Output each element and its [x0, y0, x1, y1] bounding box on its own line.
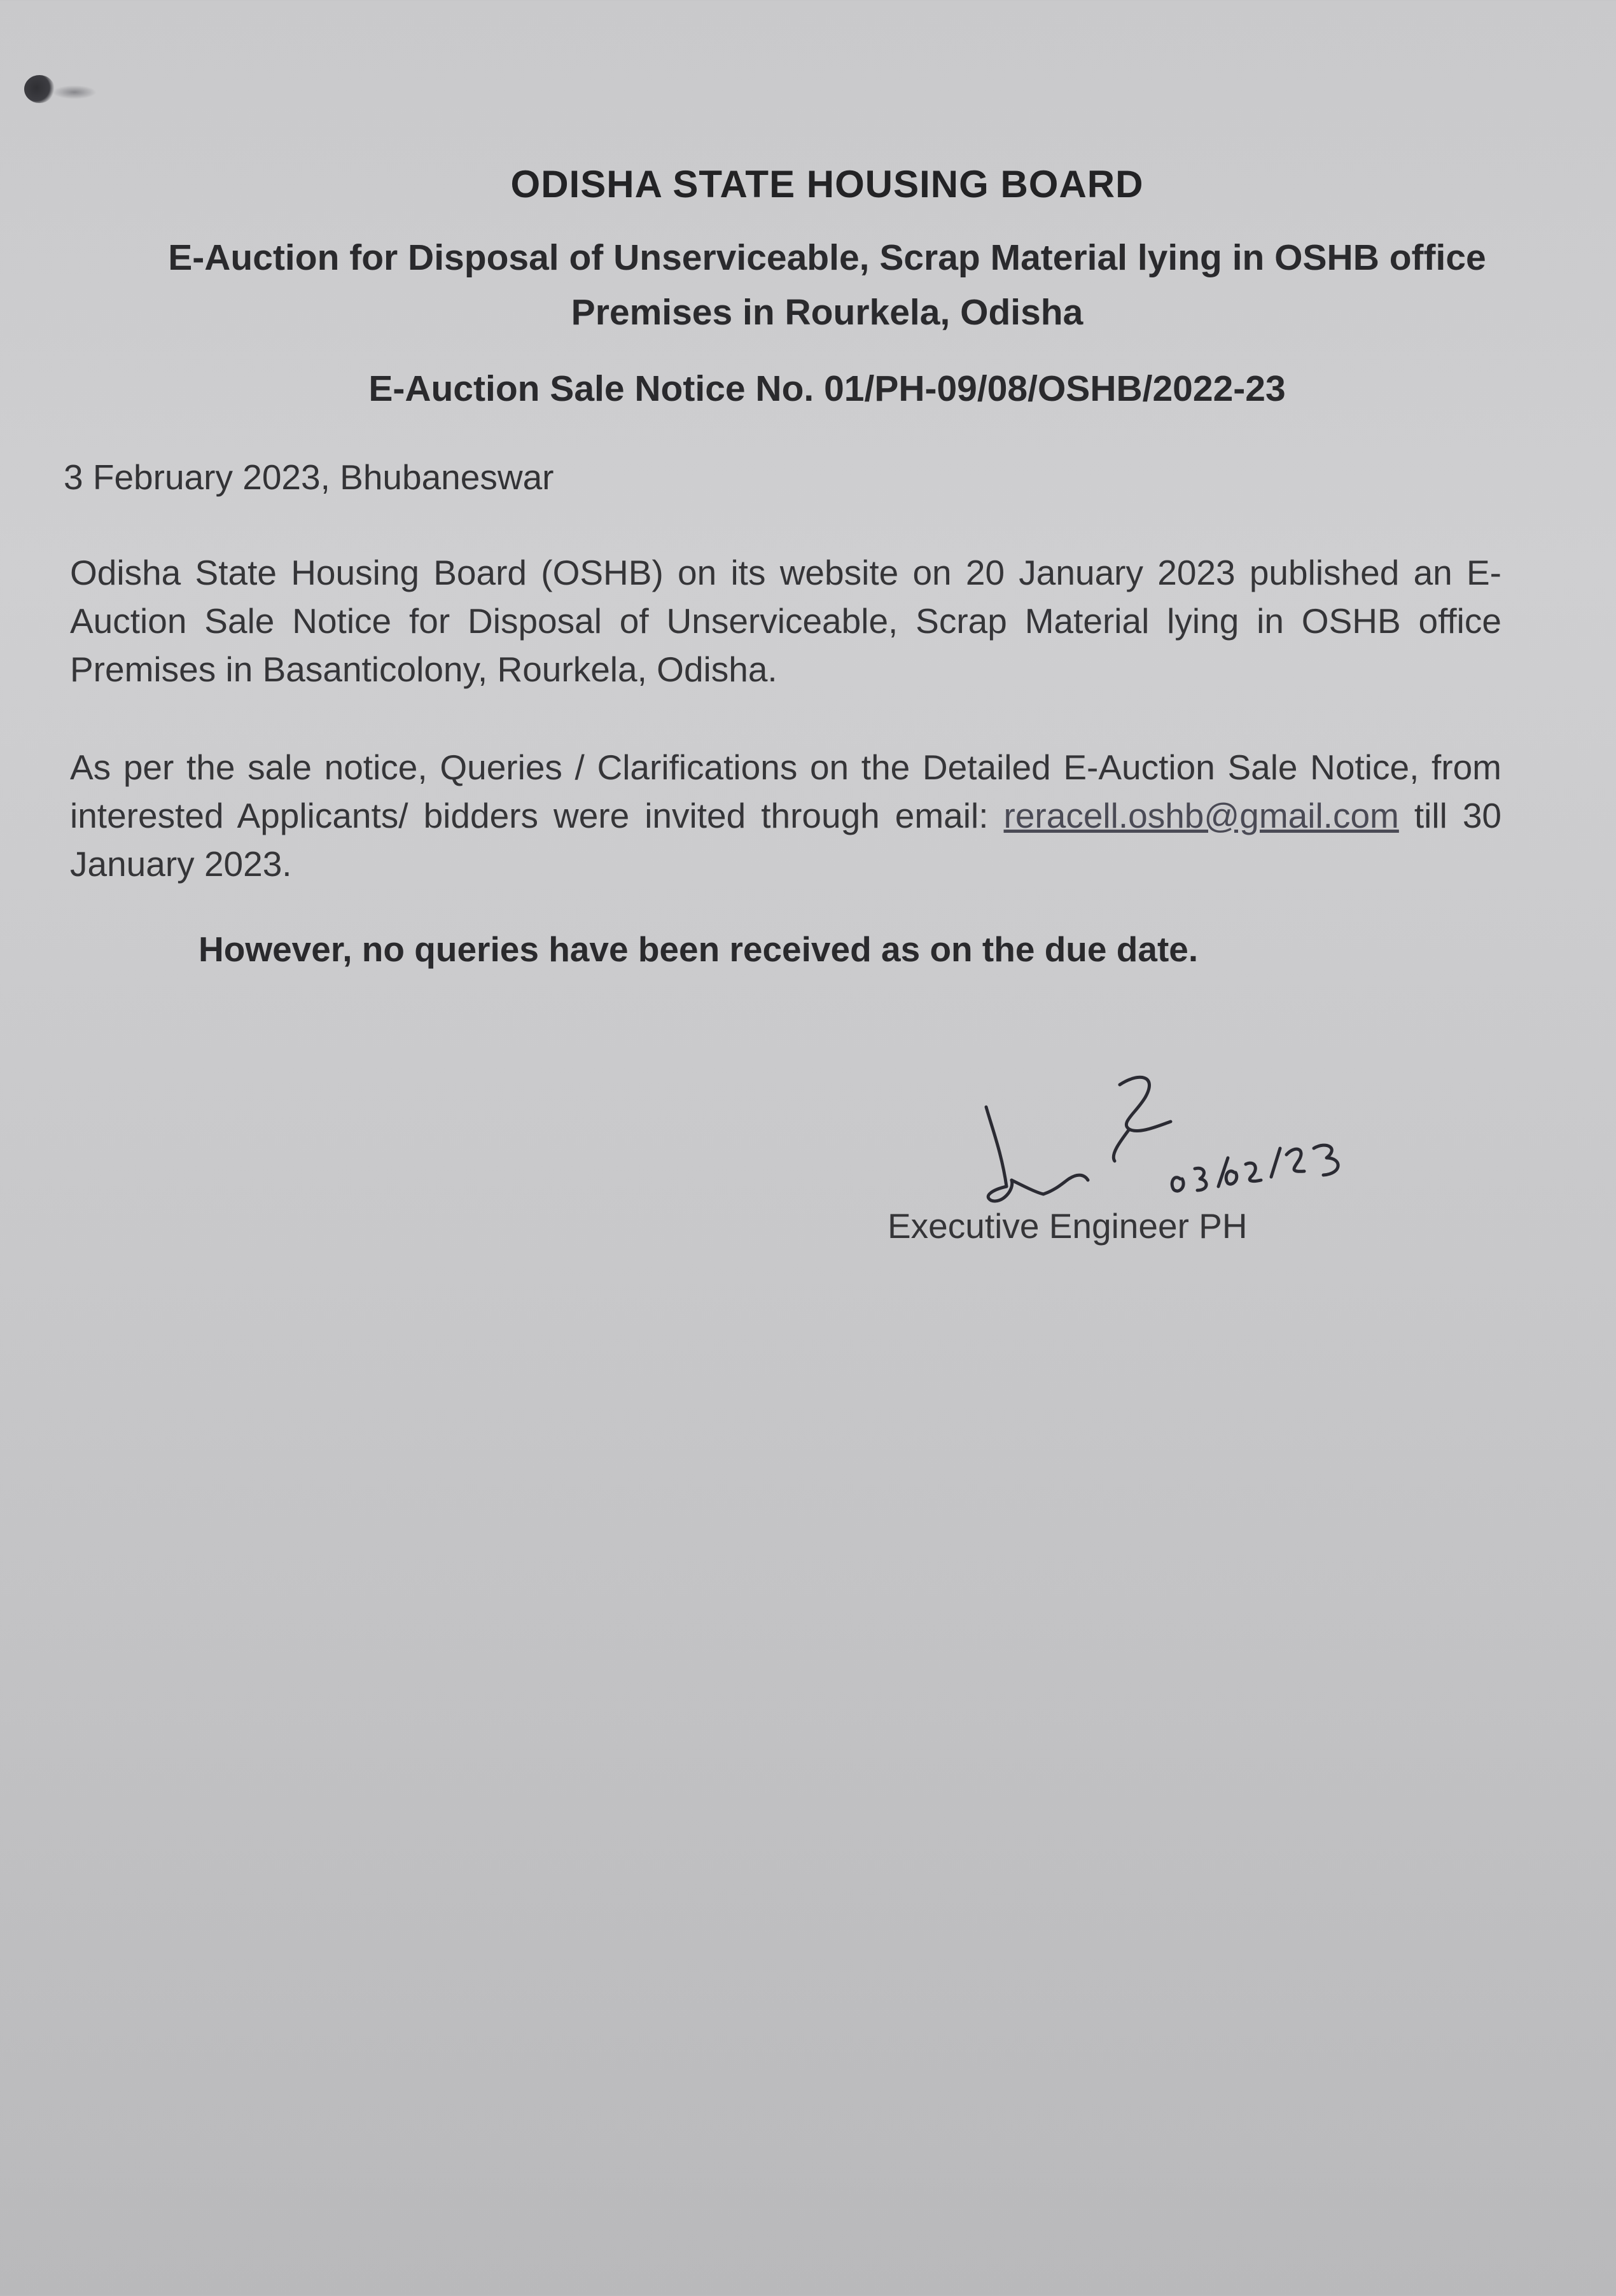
punch-hole-mark — [24, 75, 55, 103]
organization-title: ODISHA STATE HOUSING BOARD — [510, 163, 1144, 205]
notice-subject — [127, 230, 1527, 340]
date-place-line: 3 February 2023, Bhubaneswar — [64, 457, 554, 497]
paragraph-queries — [70, 743, 1501, 888]
no-queries-statement: However, no queries have been received as on the due date. — [199, 929, 1199, 969]
paragraph-queries-text: As per the sale notice, Queries / Clarifications on the Detailed E-Auction Sale Notice, from interested Applicants/ bidders were invited through email: — [70, 748, 1501, 835]
subject-line-1: E-Auction for Disposal of Unserviceable, Scrap Material lying in OSHB office — [168, 237, 1486, 278]
email-link[interactable]: reracell.oshb@gmail.com — [1003, 796, 1399, 835]
signatory-designation: Executive Engineer PH — [888, 1206, 1248, 1246]
notice-number: E-Auction Sale Notice No. 01/PH-09/08/OSHB/2022-23 — [368, 368, 1286, 409]
paragraph-publication: Odisha State Housing Board (OSHB) on its website on 20 January 2023 published an E-Auction Sale Notice for Disposal of Unserviceable, Scrap Material lying in OSHB office Premises in Basanticolony, Rourkela, Odisha. — [70, 553, 1501, 689]
paragraph-queries-deadline: till 30 January 2023. — [70, 796, 1501, 884]
handwritten-signature — [967, 1059, 1425, 1225]
subject-line-2: Premises in Rourkela, Odisha — [571, 292, 1083, 333]
